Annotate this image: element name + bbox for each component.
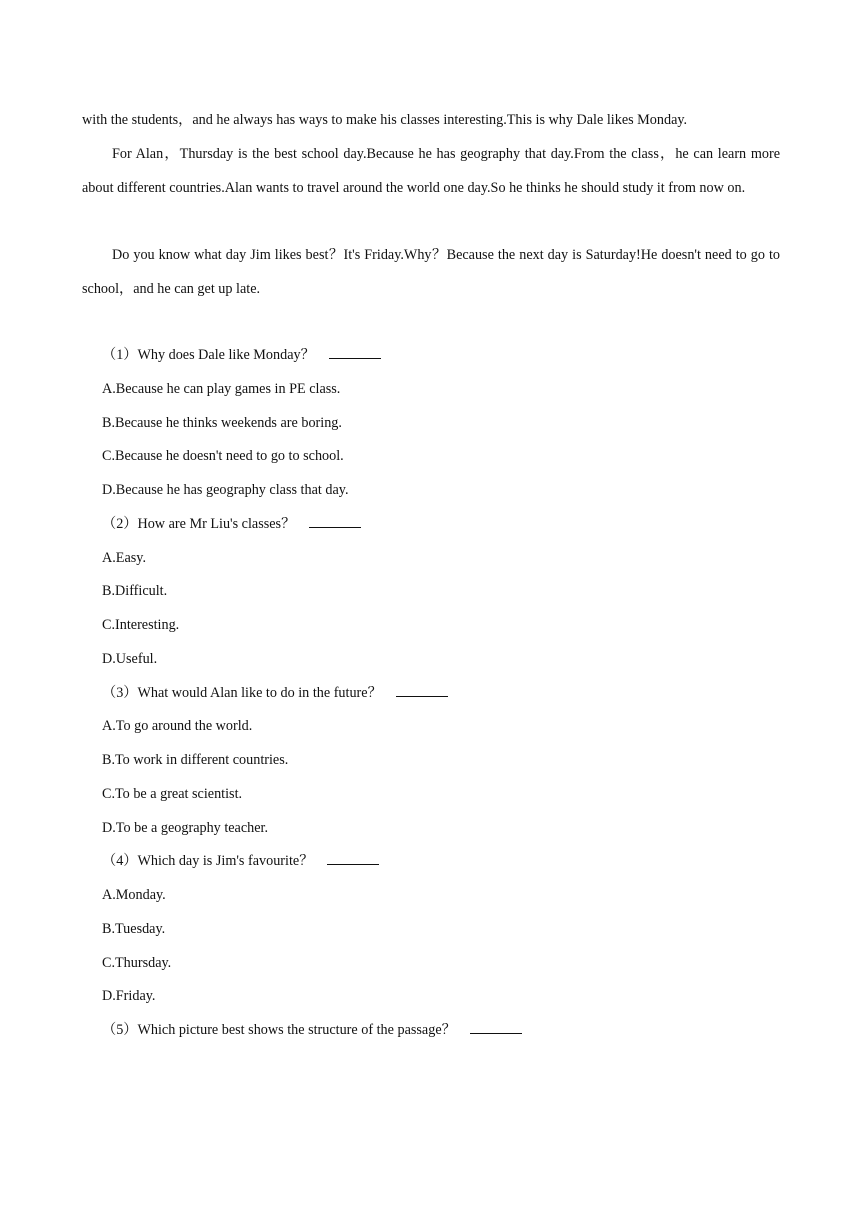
question-4: [102, 845, 780, 879]
question-2-option-a: A.Easy.: [102, 549, 146, 566]
question-list: [102, 339, 780, 1048]
question-2-text: （2）How are Mr Liu's classes？: [102, 515, 296, 532]
question-5-text: （5）Which picture best shows the structure of the passage？: [102, 1022, 456, 1038]
question-3-option-b: B.To work in different countries.: [102, 752, 289, 768]
question-3-option-a: A.To go around the world.: [102, 718, 253, 735]
passage-paragraph-1: with the students，and he always has ways to make his classes interesting.This is why Dale likes Monday.: [82, 112, 688, 128]
passage-paragraph-3: Do you know what day Jim likes best？It's Friday.Why？Because the next day is Saturday!He doesn't need to go to school，and he can get up late.: [82, 247, 780, 297]
answer-blank-2: [309, 526, 361, 528]
answer-blank-5: [470, 1032, 522, 1034]
question-4-option-c: C.Thursday.: [102, 954, 172, 971]
question-1-option-c: C.Because he doesn't need to go to school.: [102, 448, 344, 465]
passage-paragraph-2: For Alan，Thursday is the best school day.Because he has geography that day.From the class，he can learn more about different countries.Alan wants to travel around the world one day.So he thinks he should study it from now on.: [82, 146, 780, 196]
question-3-text: （3）What would Alan like to do in the future？: [102, 684, 382, 701]
question-1-text: （1）Why does Dale like Monday？: [102, 347, 315, 363]
question-2-option-d: D.Useful.: [102, 650, 158, 667]
question-3: [102, 677, 780, 711]
question-2-option-b: B.Difficult.: [102, 583, 168, 600]
question-1-option-b: B.Because he thinks weekends are boring.: [102, 414, 342, 431]
question-4-text: （4）Which day is Jim's favourite？: [102, 853, 314, 870]
question-2: [102, 508, 780, 542]
question-4-option-d: D.Friday.: [102, 988, 156, 1005]
answer-blank-3: [396, 695, 448, 697]
answer-blank-4: [327, 863, 379, 865]
question-1-option-a: A.Because he can play games in PE class.: [102, 380, 341, 397]
question-1-option-d: D.Because he has geography class that day.: [102, 482, 349, 498]
question-5: [102, 1014, 780, 1048]
question-2-option-c: C.Interesting.: [102, 617, 180, 633]
question-3-option-c: C.To be a great scientist.: [102, 785, 243, 802]
question-4-option-b: B.Tuesday.: [102, 920, 166, 937]
question-3-option-d: D.To be a geography teacher.: [102, 819, 269, 836]
answer-blank-1: [329, 357, 381, 359]
question-1: [102, 339, 780, 373]
question-4-option-a: A.Monday.: [102, 887, 166, 903]
